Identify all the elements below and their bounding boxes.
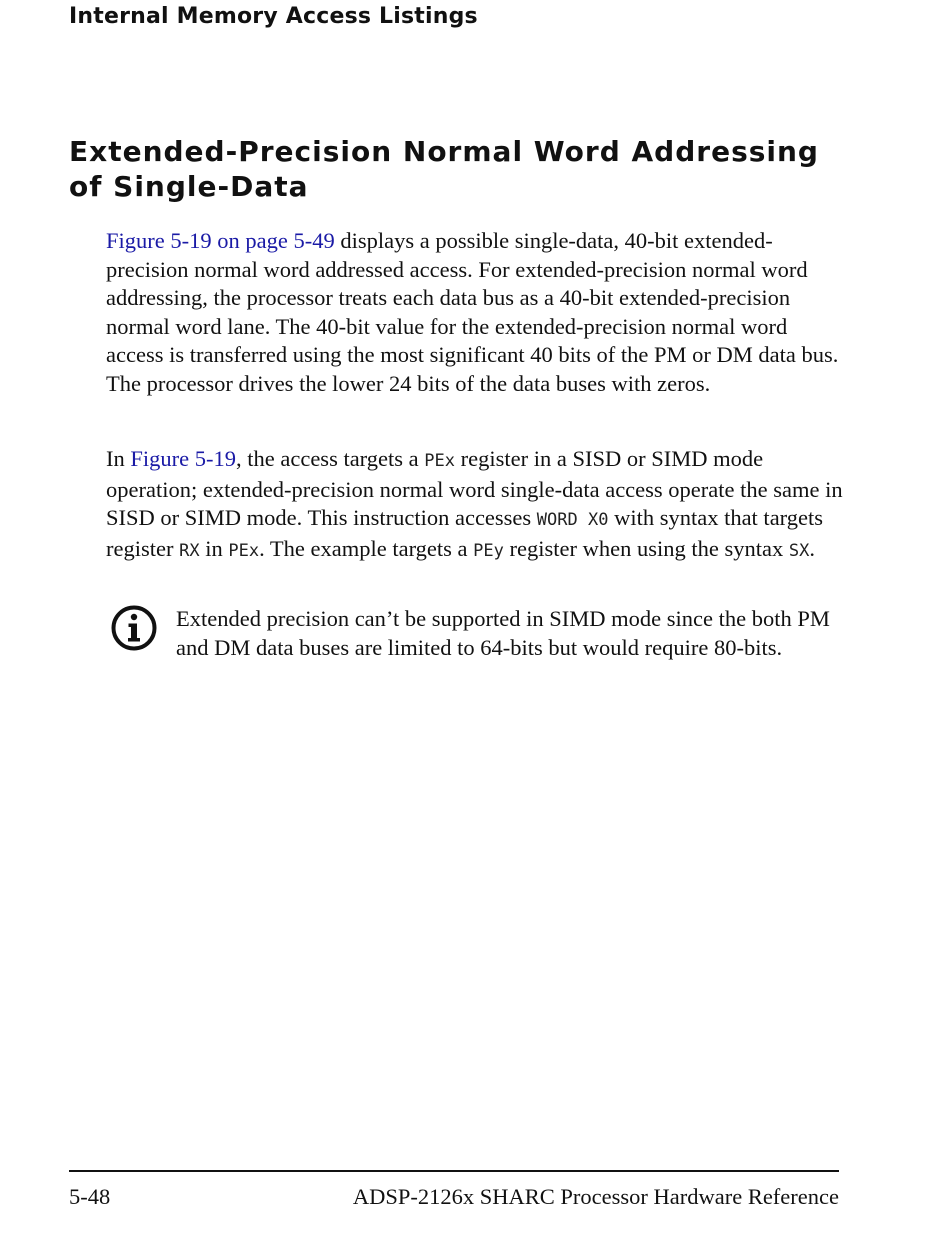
code-pex: PEx xyxy=(424,451,455,471)
paragraph-2-text-2: , the access targets a xyxy=(236,446,425,471)
code-rx: RX xyxy=(179,540,200,561)
section-title: Extended-Precision Normal Word Addressing of Single-Data xyxy=(69,135,819,203)
page-number: 5-48 xyxy=(69,1184,111,1209)
paragraph-2-text-4: with syntax that targets register xyxy=(106,505,824,561)
figure-link-5-19-page[interactable]: Figure 5-19 on page 5-49 xyxy=(106,228,335,253)
note-text: Extended precision can’t be supported in SIMD mode since the both PM and DM data buses are limited to 64-bits but would require 80-bits. xyxy=(176,606,830,660)
paragraph-2 xyxy=(106,445,846,565)
paragraph-2-text-3: register in a SISD or SIMD mode operation; extended-precision normal word single-data access operate the same in SISD or SIMD mode. This instruction accesses xyxy=(106,446,843,530)
paragraph-2-text-5: in xyxy=(199,535,229,561)
code-pex-2: PEx xyxy=(228,540,260,561)
info-icon xyxy=(110,604,158,652)
running-header: Internal Memory Access Listings xyxy=(69,4,478,29)
figure-link-5-19[interactable]: Figure 5-19 xyxy=(130,446,236,471)
paragraph-2-text-7: register when using the syntax xyxy=(503,535,789,561)
paragraph-2-text-8: . xyxy=(809,535,815,561)
paragraph-1 xyxy=(106,227,846,398)
paragraph-2-text-6: . The example targets a xyxy=(259,535,474,561)
book-title: ADSP-2126x SHARC Processor Hardware Reference xyxy=(352,1184,839,1209)
paragraph-1-text: displays a possible single-data, 40-bit extended-precision normal word addressed access. For extended-precision normal word addressing, the processor treats each data bus as a 40-bit extended-precision normal word lane. The 40-bit value for the extended-precision normal word access is transferred using the most significant 40 bits of the PM or DM data bus. The processor drives the lower 24 bits of the data buses with zeros. xyxy=(106,228,839,396)
code-word-x0: WORD X0 xyxy=(536,510,609,530)
footer-rule xyxy=(69,1170,839,1172)
code-sx: SX xyxy=(788,540,810,561)
paragraph-2-text-1: In xyxy=(106,446,131,471)
code-pey: PEy xyxy=(473,540,504,561)
